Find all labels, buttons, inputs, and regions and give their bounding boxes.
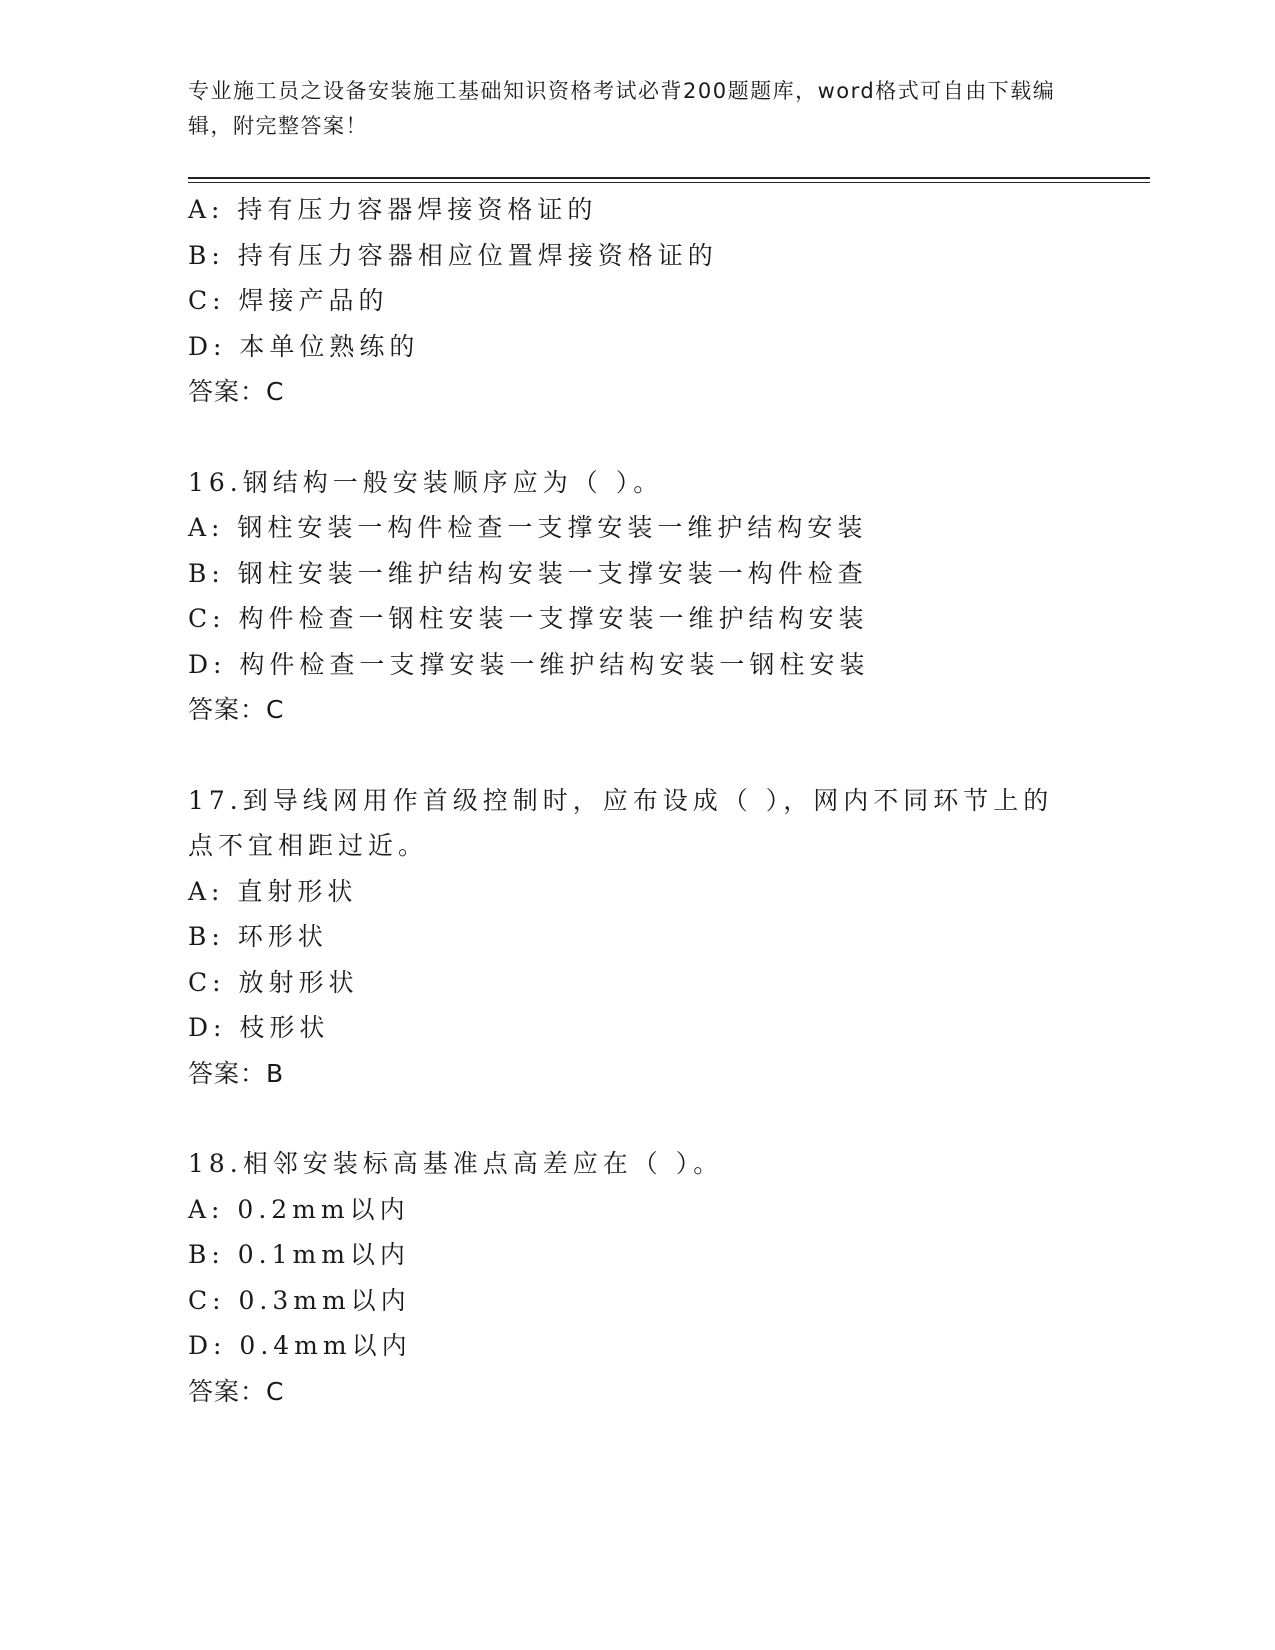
option-a: A: 钢柱安装一构件检查一支撑安装一维护结构安装 (188, 513, 868, 542)
header-divider (188, 177, 1150, 179)
question-title: 17.到导线网用作首级控制时，应布设成（ ），网内不同环节上的点不宜相距过近。 (188, 785, 1054, 860)
option-d: D: 构件检查一支撑安装一维护结构安装一钢柱安装 (188, 649, 870, 679)
option-d: D: 本单位熟练的 (188, 331, 420, 361)
question-17 (188, 778, 1088, 1097)
question-15 (188, 187, 1088, 415)
option-c: C: 构件检查一钢柱安装一支撑安装一维护结构安装 (188, 604, 869, 633)
question-list (188, 187, 1088, 1414)
spacer (188, 733, 1088, 778)
question-16 (188, 460, 1088, 733)
option-b: B: 环形状 (188, 922, 328, 951)
option-b: B: 钢柱安装一维护结构安装一支撑安装一构件检查 (188, 558, 868, 588)
question-title: 18.相邻安装标高基准点高差应在（ ）。 (188, 1149, 724, 1178)
answer: 答案：C (188, 377, 285, 406)
option-c: C: 0.3mm以内 (188, 1285, 411, 1315)
question-title: 16.钢结构一般安装顺序应为（ ）。 (188, 467, 664, 497)
spacer (188, 1096, 1088, 1141)
option-c: C: 放射形状 (188, 967, 359, 997)
option-d: D: 0.4mm以内 (188, 1331, 412, 1360)
option-c: C: 焊接产品的 (188, 286, 389, 315)
option-b: B: 持有压力容器相应位置焊接资格证的 (188, 240, 718, 270)
answer: 答案：B (188, 1058, 285, 1088)
option-a: A: 直射形状 (188, 876, 358, 906)
option-b: B: 0.1mm以内 (188, 1240, 410, 1269)
question-18 (188, 1141, 1088, 1414)
spacer (188, 415, 1088, 460)
document-header: 专业施工员之设备安装施工基础知识资格考试必背200题题库，word格式可自由下载编辑，附完整答案！ (188, 79, 1056, 138)
answer: 答案：C (188, 695, 285, 724)
answer: 答案：C (188, 1376, 285, 1406)
option-d: D: 枝形状 (188, 1013, 330, 1042)
header-divider-thin (188, 182, 1150, 183)
option-a: A: 持有压力容器焊接资格证的 (188, 195, 598, 224)
option-a: A: 0.2mm以内 (188, 1194, 410, 1224)
